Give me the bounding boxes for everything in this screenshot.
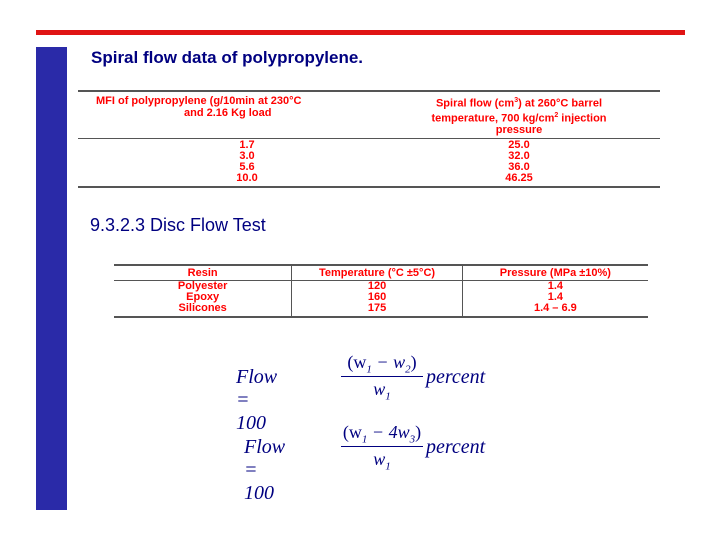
equation-denominator: $w_1$ bbox=[373, 449, 391, 473]
equation-lhs: Flow = 100 bbox=[244, 436, 286, 504]
table-row: 1.7 25.0 bbox=[239, 139, 530, 152]
slide-title: Spiral flow data of polypropylene. bbox=[91, 48, 364, 67]
table-bottom-rule bbox=[78, 186, 660, 188]
equation-denominator: $w_1$ bbox=[373, 379, 391, 403]
equation-fraction bbox=[341, 352, 423, 403]
table-row: 5.6 36.0 bbox=[239, 161, 530, 174]
left-accent-bar bbox=[36, 47, 67, 510]
table-body bbox=[78, 139, 660, 186]
equation-fraction bbox=[341, 422, 423, 473]
equation-rhs: percent bbox=[426, 436, 486, 458]
header-mfi: MFI of polypropylene (g/10min at 230°C and 2.16 Kg load bbox=[96, 95, 302, 119]
equation-lhs: Flow = 100 bbox=[236, 366, 278, 434]
header-pressure: Pressure (MPa ±10%) bbox=[462, 265, 648, 281]
section-heading: 9.3.2.3 Disc Flow Test bbox=[90, 215, 266, 235]
equation-numerator: $(w_1 - 4w_3)$ bbox=[342, 422, 422, 446]
top-accent-rule bbox=[36, 30, 685, 35]
header-spiral-flow: Spiral flow $(cm^3)$ at 260°C barrel temperature, 700 $kg/cm^2$ injection pressure bbox=[431, 97, 607, 137]
fraction-bar bbox=[341, 376, 423, 377]
header-temperature: Temperature (°C ±5°C) bbox=[292, 265, 462, 281]
disc-flow-table bbox=[114, 264, 648, 318]
table-header-row bbox=[78, 92, 660, 138]
table-row: Silicones 175 1.4 – 6.9 bbox=[114, 303, 648, 317]
header-resin: Resin bbox=[114, 265, 292, 281]
table-row: 10.0 46.25 bbox=[236, 172, 533, 185]
spiral-flow-table bbox=[78, 90, 660, 188]
fraction-bar bbox=[341, 446, 423, 447]
table-row: Epoxy 160 1.4 bbox=[114, 292, 648, 303]
table-header-row bbox=[114, 265, 648, 281]
table-row: Polyester 120 1.4 bbox=[114, 281, 648, 293]
table-row: 3.0 32.0 bbox=[239, 150, 530, 163]
equation-numerator: $(w_1 - w_2)$ bbox=[347, 352, 417, 376]
equation-rhs: percent bbox=[426, 366, 486, 388]
